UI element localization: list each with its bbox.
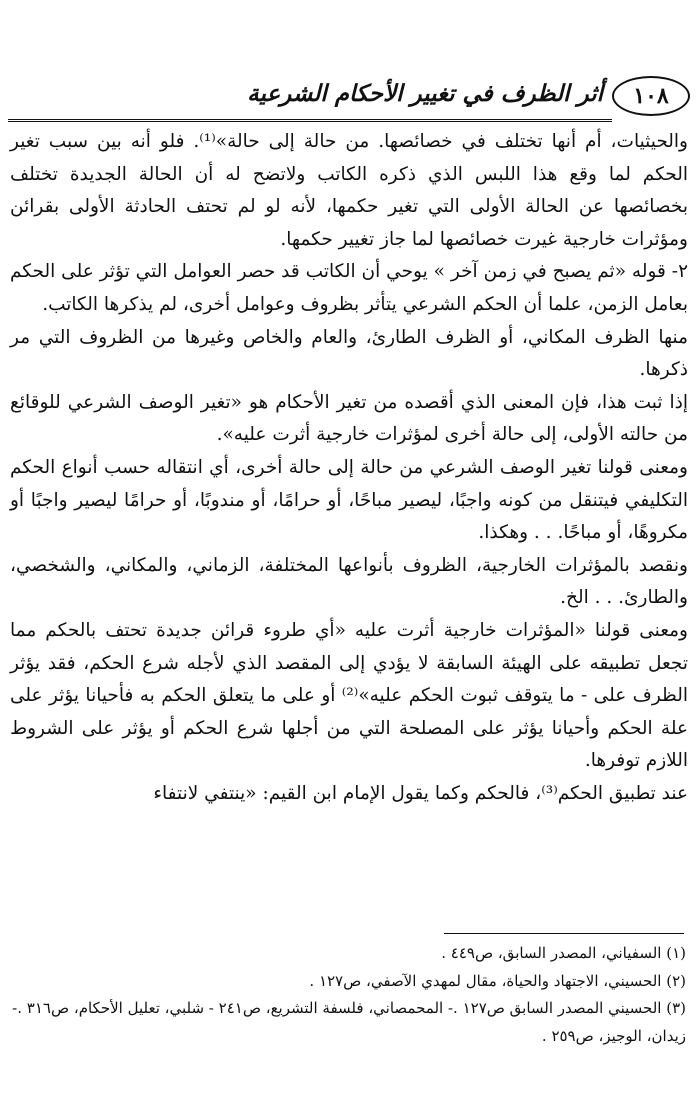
footnote-separator <box>444 933 684 934</box>
paragraph: ومعنى قولنا تغير الوصف الشرعي من حالة إلى حالة أخرى، أي انتقاله حسب أنواع الحكم التكليفي فيتنقل من كونه واجبًا، ليصير مباحًا، أو حرامًا، أو مندوبًا، أو حرامًا ليصير واجبًا أو مكروهًا، أو مباحًا. . . وهكذا. <box>10 456 688 544</box>
page-number: ١٠٨ <box>612 76 690 116</box>
footnote: (٢) الحسيني، الاجتهاد والحياة، مقال لمهدي الآصفي، ص١٢٧ . <box>309 971 686 990</box>
paragraph: ومعنى قولنا «المؤثرات خارجية أثرت عليه «أي طروء قرائن جديدة تحتف بالحكم مما تجعل تطبيقه على الهيئة السابقة لا يؤدي إلى المقصد الذي لأجله شرع الحكم، فقد يؤثر الظرف على - ما يتوقف ثبوت الحكم عليه»⁽²⁾ أو على ما يتعلق الحكم به فأحيانا يؤثر على علة الحكم وأحيانا يؤثر على المصلحة التي من أجلها شرع الحكم أو يؤثر على الشروط اللازم توفرها. <box>10 619 688 772</box>
header-rule <box>8 119 612 122</box>
footnote: (١) السفياني، المصدر السابق، ص٤٤٩ . <box>441 944 686 962</box>
paragraph: ونقصد بالمؤثرات الخارجية، الظروف بأنواعها المختلفة، الزماني، والمكاني، والشخصي، والطارئ. . . الخ. <box>10 554 688 609</box>
paragraph: ٢- قوله «ثم يصبح في زمن آخر » يوحي أن الكاتب قد حصر العوامل التي تؤثر على الحكم بعامل الزمن، علما أن الحكم الشرعي يتأثر بظروف وعوامل أخرى، لم يذكرها الكاتب. <box>10 261 688 315</box>
paragraph: منها الظرف المكاني، أو الظرف الطارئ، والعام والخاص وغيرها من الظروف التي مر ذكرها. <box>10 326 688 381</box>
body-text <box>10 126 688 810</box>
paragraph: والحيثيات، أم أنها تختلف في خصائصها. من حالة إلى حالة»⁽¹⁾. فلو أنه بين سبب تغير الحكم لما وقع هذا اللبس الذي ذكره الكاتب ولاتضح له أن الحالة الجديدة تختلف بخصائصها عن الحالة الأولى التي تغير حكمها، لأنه لو لم تحتف الحادثة الأولى بقرائن ومؤثرات خارجية غيرت خصائصها لما جاز تغيير حكمها. <box>10 131 688 250</box>
footnotes <box>12 940 686 1050</box>
running-title: أثر الظرف في تغيير الأحكام الشرعية <box>247 80 603 107</box>
paragraph: إذا ثبت هذا، فإن المعنى الذي أقصده من تغير الأحكام هو «تغير الوصف الشرعي للوقائع من حالته الأولى، إلى حالة أخرى لمؤثرات خارجية أثرت عليه». <box>10 391 688 446</box>
paragraph: عند تطبيق الحكم⁽³⁾، فالحكم وكما يقول الإمام ابن القيم: «ينتفي لانتفاء <box>153 782 688 804</box>
footnote: (٣) الحسيني المصدر السابق ص١٢٧ .- المحمصاني، فلسفة التشريع، ص٢٤١ - شلبي، تعليل الأحكام، ص٣١٦ .- زيدان، الوجيز، ص٢٥٩ . <box>12 999 686 1045</box>
page-header <box>8 76 690 122</box>
